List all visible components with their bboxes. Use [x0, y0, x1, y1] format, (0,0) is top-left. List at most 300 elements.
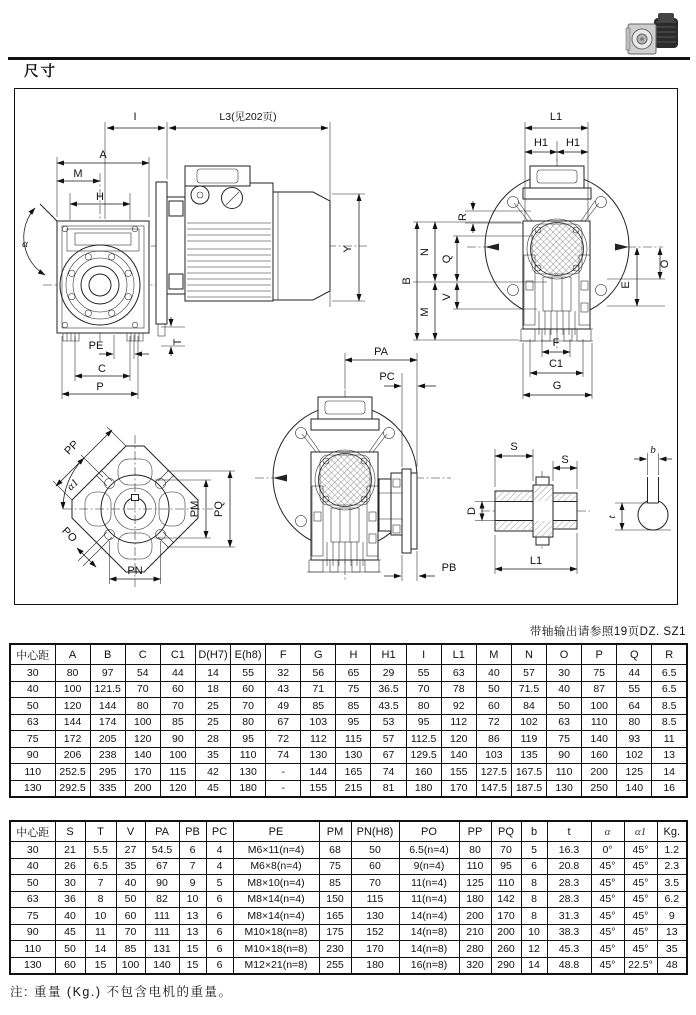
- dim-label-t: T: [172, 338, 184, 346]
- dim-label-pq: PQ: [213, 501, 225, 517]
- data-cell: 119: [511, 731, 546, 748]
- column-header: H: [336, 644, 371, 665]
- data-cell: 95: [406, 714, 441, 731]
- shaft-output-note: 带轴输出请参照19页DZ. SZ1: [529, 626, 686, 638]
- dim-label-p: P: [96, 381, 104, 393]
- data-cell: 80: [231, 714, 266, 731]
- data-cell: 180: [406, 780, 441, 797]
- data-cell: 142: [491, 891, 521, 908]
- data-cell: 13: [179, 924, 206, 941]
- data-cell: 70: [231, 698, 266, 715]
- data-cell: 10: [521, 924, 547, 941]
- side-view: [22, 111, 367, 399]
- data-cell: 103: [476, 747, 511, 764]
- data-cell: 172: [55, 731, 90, 748]
- data-cell: 6: [206, 924, 233, 941]
- column-header: F: [266, 644, 301, 665]
- data-cell: 6.5: [652, 681, 687, 698]
- data-cell: 290: [491, 957, 521, 974]
- data-cell: 45°: [591, 957, 624, 974]
- header-row: [10, 821, 687, 842]
- data-cell: 130: [351, 908, 399, 925]
- data-cell: 15: [179, 957, 206, 974]
- column-header: Q: [617, 644, 652, 665]
- data-cell: 80: [406, 698, 441, 715]
- data-cell: 35: [195, 747, 230, 764]
- data-cell: 63: [10, 891, 55, 908]
- data-cell: 68: [319, 842, 351, 859]
- data-cell: 15: [85, 957, 116, 974]
- dim-label-h: H: [96, 191, 104, 203]
- data-cell: 11(n=4): [399, 875, 459, 892]
- dim-label-pc: PC: [379, 371, 395, 383]
- data-cell: 75: [10, 908, 55, 925]
- data-cell: 85: [301, 698, 336, 715]
- data-cell: 206: [55, 747, 90, 764]
- dim-label-d: D: [466, 507, 478, 515]
- data-cell: 45°: [624, 941, 657, 958]
- data-cell: 5: [206, 875, 233, 892]
- header-row: [10, 644, 687, 665]
- data-cell: 50: [10, 875, 55, 892]
- dim-label-po: PO: [59, 525, 79, 545]
- data-cell: 50: [10, 698, 55, 715]
- data-cell: 45°: [591, 858, 624, 875]
- data-cell: 95: [336, 714, 371, 731]
- data-cell: 45°: [624, 908, 657, 925]
- data-cell: 45: [195, 780, 230, 797]
- data-cell: 14(n=4): [399, 908, 459, 925]
- data-cell: 71.5: [511, 681, 546, 698]
- data-cell: 125: [459, 875, 491, 892]
- data-cell: 53: [371, 714, 406, 731]
- column-header: B: [90, 644, 125, 665]
- dim-label-r: R: [457, 213, 469, 221]
- dim-label-pe: PE: [88, 340, 104, 352]
- data-cell: 45°: [624, 891, 657, 908]
- data-cell: 40: [10, 858, 55, 875]
- data-cell: 40: [547, 681, 582, 698]
- front-view: [401, 111, 671, 399]
- data-cell: 30: [55, 875, 85, 892]
- column-header: PM: [319, 821, 351, 842]
- data-cell: 40: [10, 681, 55, 698]
- column-header: I: [406, 644, 441, 665]
- dim-label-i: I: [133, 111, 137, 123]
- column-header: PQ: [491, 821, 521, 842]
- dim-label-l3: L3(见202页): [219, 111, 277, 123]
- dim-label-c: C: [98, 363, 106, 375]
- data-cell: 31.3: [547, 908, 591, 925]
- dim-label-pb: PB: [441, 562, 457, 574]
- dim-label-v: V: [441, 293, 453, 301]
- data-cell: 129.5: [406, 747, 441, 764]
- column-header: E(h8): [231, 644, 266, 665]
- data-cell: 8.5: [652, 714, 687, 731]
- data-cell: 115: [336, 731, 371, 748]
- data-cell: 45°: [591, 908, 624, 925]
- data-cell: 292.5: [55, 780, 90, 797]
- data-cell: 130: [336, 747, 371, 764]
- data-cell: 180: [459, 891, 491, 908]
- data-cell: 74: [371, 764, 406, 781]
- data-cell: 45°: [591, 941, 624, 958]
- data-cell: 130: [231, 764, 266, 781]
- data-cell: 10: [179, 891, 206, 908]
- dimension-drawing: [15, 89, 676, 603]
- table-row: [10, 858, 687, 875]
- data-cell: 64: [617, 698, 652, 715]
- data-cell: 71: [301, 681, 336, 698]
- table-row: [10, 731, 687, 748]
- data-cell: 45°: [591, 875, 624, 892]
- data-cell: 35: [657, 941, 687, 958]
- data-cell: M8×10(n=4): [233, 875, 319, 892]
- data-cell: 70: [491, 842, 521, 859]
- dim-label-m: M: [73, 168, 83, 180]
- data-cell: 14: [195, 665, 230, 682]
- data-cell: 85: [116, 941, 145, 958]
- dim-label-pm: PM: [189, 500, 201, 518]
- data-cell: 140: [582, 731, 617, 748]
- data-cell: 140: [441, 747, 476, 764]
- data-cell: 60: [476, 698, 511, 715]
- column-header: G: [301, 644, 336, 665]
- data-cell: 165: [336, 764, 371, 781]
- data-cell: 67: [371, 747, 406, 764]
- data-cell: 70: [160, 698, 195, 715]
- data-cell: 55: [406, 665, 441, 682]
- data-cell: 20.8: [547, 858, 591, 875]
- dim-label-pp: PP: [62, 438, 82, 458]
- column-header: D(H7): [195, 644, 230, 665]
- column-header: H1: [371, 644, 406, 665]
- dim-label-s2: S: [561, 454, 569, 466]
- table-row: [10, 681, 687, 698]
- data-cell: 45°: [591, 924, 624, 941]
- data-cell: 28.3: [547, 891, 591, 908]
- shaft-detail-view: [466, 441, 672, 574]
- data-cell: 40: [476, 665, 511, 682]
- data-cell: 110: [491, 875, 521, 892]
- data-cell: 95: [231, 731, 266, 748]
- data-cell: 130: [10, 780, 55, 797]
- data-cell: 50: [116, 891, 145, 908]
- data-cell: 155: [441, 764, 476, 781]
- column-header: C1: [160, 644, 195, 665]
- data-cell: 43.5: [371, 698, 406, 715]
- data-cell: 112.5: [406, 731, 441, 748]
- data-cell: 170: [351, 941, 399, 958]
- data-cell: 74: [266, 747, 301, 764]
- data-cell: 8: [85, 891, 116, 908]
- table-row: [10, 780, 687, 797]
- table-row: [10, 842, 687, 859]
- table-row: [10, 891, 687, 908]
- dim-label-l1s: L1: [529, 555, 543, 567]
- column-header: 中心距: [10, 644, 55, 665]
- data-cell: 93: [617, 731, 652, 748]
- dim-label-e: E: [620, 281, 632, 289]
- dim-label-o: O: [659, 259, 671, 269]
- column-header: PE: [233, 821, 319, 842]
- data-cell: 155: [301, 780, 336, 797]
- column-header: N: [511, 644, 546, 665]
- column-header: b: [521, 821, 547, 842]
- data-cell: 144: [301, 764, 336, 781]
- data-cell: 1.2: [657, 842, 687, 859]
- data-cell: M8×14(n=4): [233, 908, 319, 925]
- column-header: S: [55, 821, 85, 842]
- data-cell: 75: [547, 731, 582, 748]
- data-cell: 335: [90, 780, 125, 797]
- data-cell: 170: [441, 780, 476, 797]
- data-cell: 60: [55, 957, 85, 974]
- data-cell: 160: [582, 747, 617, 764]
- data-cell: 100: [55, 681, 90, 698]
- data-cell: 38.3: [547, 924, 591, 941]
- data-cell: M12×21(n=8): [233, 957, 319, 974]
- data-cell: 86: [476, 731, 511, 748]
- data-cell: 14: [521, 957, 547, 974]
- data-cell: 44: [617, 665, 652, 682]
- data-cell: 102: [617, 747, 652, 764]
- data-cell: 67: [266, 714, 301, 731]
- data-cell: 40: [55, 908, 85, 925]
- data-cell: 6: [206, 957, 233, 974]
- gearbox-dimensions-table-1: [9, 643, 688, 798]
- data-cell: 280: [459, 941, 491, 958]
- data-cell: 140: [145, 957, 179, 974]
- data-cell: 65: [336, 665, 371, 682]
- data-cell: 48: [657, 957, 687, 974]
- data-cell: -: [266, 780, 301, 797]
- data-cell: 44: [160, 665, 195, 682]
- data-cell: M10×18(n=8): [233, 941, 319, 958]
- data-cell: 8: [521, 891, 547, 908]
- data-cell: 85: [160, 714, 195, 731]
- data-cell: 121.5: [90, 681, 125, 698]
- dim-label-h1a: H1: [533, 137, 549, 149]
- data-cell: 252.5: [55, 764, 90, 781]
- data-cell: 22.5°: [624, 957, 657, 974]
- table-row: [10, 698, 687, 715]
- table-row: [10, 747, 687, 764]
- data-cell: 3.5: [657, 875, 687, 892]
- data-cell: 120: [125, 731, 160, 748]
- data-cell: 80: [55, 665, 90, 682]
- data-cell: 60: [160, 681, 195, 698]
- data-cell: 115: [160, 764, 195, 781]
- data-cell: 130: [547, 780, 582, 797]
- data-cell: 100: [116, 957, 145, 974]
- data-cell: 295: [90, 764, 125, 781]
- data-cell: 90: [160, 731, 195, 748]
- column-header: 中心距: [10, 821, 55, 842]
- data-cell: 70: [125, 681, 160, 698]
- data-cell: 180: [351, 957, 399, 974]
- data-cell: 43: [266, 681, 301, 698]
- data-cell: M10×18(n=8): [233, 924, 319, 941]
- table-row: [10, 875, 687, 892]
- column-header: Kg.: [657, 821, 687, 842]
- data-cell: 200: [582, 764, 617, 781]
- data-cell: 55: [231, 665, 266, 682]
- data-cell: 200: [491, 924, 521, 941]
- column-header: α: [591, 821, 624, 842]
- data-cell: 18: [195, 681, 230, 698]
- dim-label-alpha: α: [22, 238, 28, 250]
- data-cell: M6×11(n=4): [233, 842, 319, 859]
- data-cell: 103: [301, 714, 336, 731]
- data-cell: 75: [10, 731, 55, 748]
- data-cell: 45: [55, 924, 85, 941]
- data-cell: 80: [459, 842, 491, 859]
- data-cell: 50: [351, 842, 399, 859]
- column-header: PN(H8): [351, 821, 399, 842]
- dim-label-s1: S: [510, 441, 518, 453]
- data-cell: 10: [85, 908, 116, 925]
- data-cell: 4: [206, 842, 233, 859]
- data-cell: 63: [10, 714, 55, 731]
- data-cell: 80: [617, 714, 652, 731]
- data-cell: 7: [179, 858, 206, 875]
- data-cell: 120: [55, 698, 90, 715]
- data-cell: 165: [319, 908, 351, 925]
- data-cell: 6: [206, 891, 233, 908]
- data-cell: 5: [521, 842, 547, 859]
- data-cell: 6: [521, 858, 547, 875]
- column-header: A: [55, 644, 90, 665]
- data-cell: 75: [336, 681, 371, 698]
- data-cell: 72: [266, 731, 301, 748]
- data-cell: 9: [657, 908, 687, 925]
- dimension-drawing-panel: [14, 88, 678, 605]
- page-title: 尺寸: [24, 64, 57, 80]
- data-cell: 180: [231, 780, 266, 797]
- data-cell: 57: [511, 665, 546, 682]
- data-cell: 120: [441, 731, 476, 748]
- table-row: [10, 941, 687, 958]
- column-header: α1: [624, 821, 657, 842]
- data-cell: 12: [521, 941, 547, 958]
- data-cell: 9(n=4): [399, 858, 459, 875]
- table-row: [10, 764, 687, 781]
- data-cell: 8: [521, 875, 547, 892]
- data-cell: 78: [441, 681, 476, 698]
- data-cell: 100: [582, 698, 617, 715]
- data-cell: 160: [406, 764, 441, 781]
- data-cell: 110: [231, 747, 266, 764]
- data-cell: 112: [441, 714, 476, 731]
- product-photo: [616, 10, 684, 62]
- dim-label-alpha1: α1: [64, 476, 82, 494]
- data-cell: 14(n=8): [399, 924, 459, 941]
- data-cell: 25: [195, 714, 230, 731]
- data-cell: 255: [319, 957, 351, 974]
- data-cell: 13: [652, 747, 687, 764]
- dim-label-n: N: [419, 248, 431, 256]
- data-cell: 130: [301, 747, 336, 764]
- data-cell: 11: [652, 731, 687, 748]
- table-row: [10, 957, 687, 974]
- data-cell: 90: [10, 924, 55, 941]
- data-cell: 110: [582, 714, 617, 731]
- data-cell: 45°: [624, 858, 657, 875]
- data-cell: 14: [652, 764, 687, 781]
- dim-label-c1: C1: [548, 358, 564, 370]
- data-cell: 100: [160, 747, 195, 764]
- data-cell: 144: [55, 714, 90, 731]
- data-cell: 26: [55, 858, 85, 875]
- data-cell: 200: [125, 780, 160, 797]
- data-cell: 174: [90, 714, 125, 731]
- data-cell: 110: [547, 764, 582, 781]
- data-cell: 50: [476, 681, 511, 698]
- column-header: PC: [206, 821, 233, 842]
- dim-label-a: A: [99, 149, 107, 161]
- front-view-with-flange: [255, 346, 456, 582]
- column-header: PP: [459, 821, 491, 842]
- data-cell: 57: [371, 731, 406, 748]
- data-cell: 8: [521, 908, 547, 925]
- data-cell: 82: [145, 891, 179, 908]
- dim-label-pa: PA: [374, 346, 388, 358]
- data-cell: 147.5: [476, 780, 511, 797]
- column-header: PO: [399, 821, 459, 842]
- data-cell: 6: [206, 941, 233, 958]
- data-cell: 67: [145, 858, 179, 875]
- data-cell: 30: [547, 665, 582, 682]
- data-cell: 70: [116, 924, 145, 941]
- flange-square-view: [53, 427, 235, 587]
- data-cell: 131: [145, 941, 179, 958]
- data-cell: 84: [511, 698, 546, 715]
- dim-label-tk: t: [606, 515, 618, 519]
- data-cell: 92: [441, 698, 476, 715]
- column-header: L1: [441, 644, 476, 665]
- data-cell: M8×14(n=4): [233, 891, 319, 908]
- data-cell: 45.3: [547, 941, 591, 958]
- data-cell: 70: [406, 681, 441, 698]
- data-cell: 13: [657, 924, 687, 941]
- data-cell: 63: [547, 714, 582, 731]
- data-cell: 170: [491, 908, 521, 925]
- data-cell: 90: [547, 747, 582, 764]
- data-cell: 152: [351, 924, 399, 941]
- data-cell: 115: [351, 891, 399, 908]
- data-cell: 72: [476, 714, 511, 731]
- data-cell: 11(n=4): [399, 891, 459, 908]
- data-cell: 238: [90, 747, 125, 764]
- data-cell: 70: [351, 875, 399, 892]
- data-cell: 110: [10, 764, 55, 781]
- data-cell: 320: [459, 957, 491, 974]
- data-cell: 140: [617, 780, 652, 797]
- data-cell: 32: [266, 665, 301, 682]
- data-cell: 7: [85, 875, 116, 892]
- data-cell: 205: [90, 731, 125, 748]
- data-cell: 30: [10, 665, 55, 682]
- dim-label-q: Q: [441, 254, 453, 264]
- data-cell: 175: [319, 924, 351, 941]
- dim-label-m2: M: [419, 307, 431, 317]
- header-divider: [8, 57, 690, 60]
- data-cell: 42: [195, 764, 230, 781]
- data-cell: 45°: [591, 891, 624, 908]
- data-cell: 6.5(n=4): [399, 842, 459, 859]
- data-cell: 110: [10, 941, 55, 958]
